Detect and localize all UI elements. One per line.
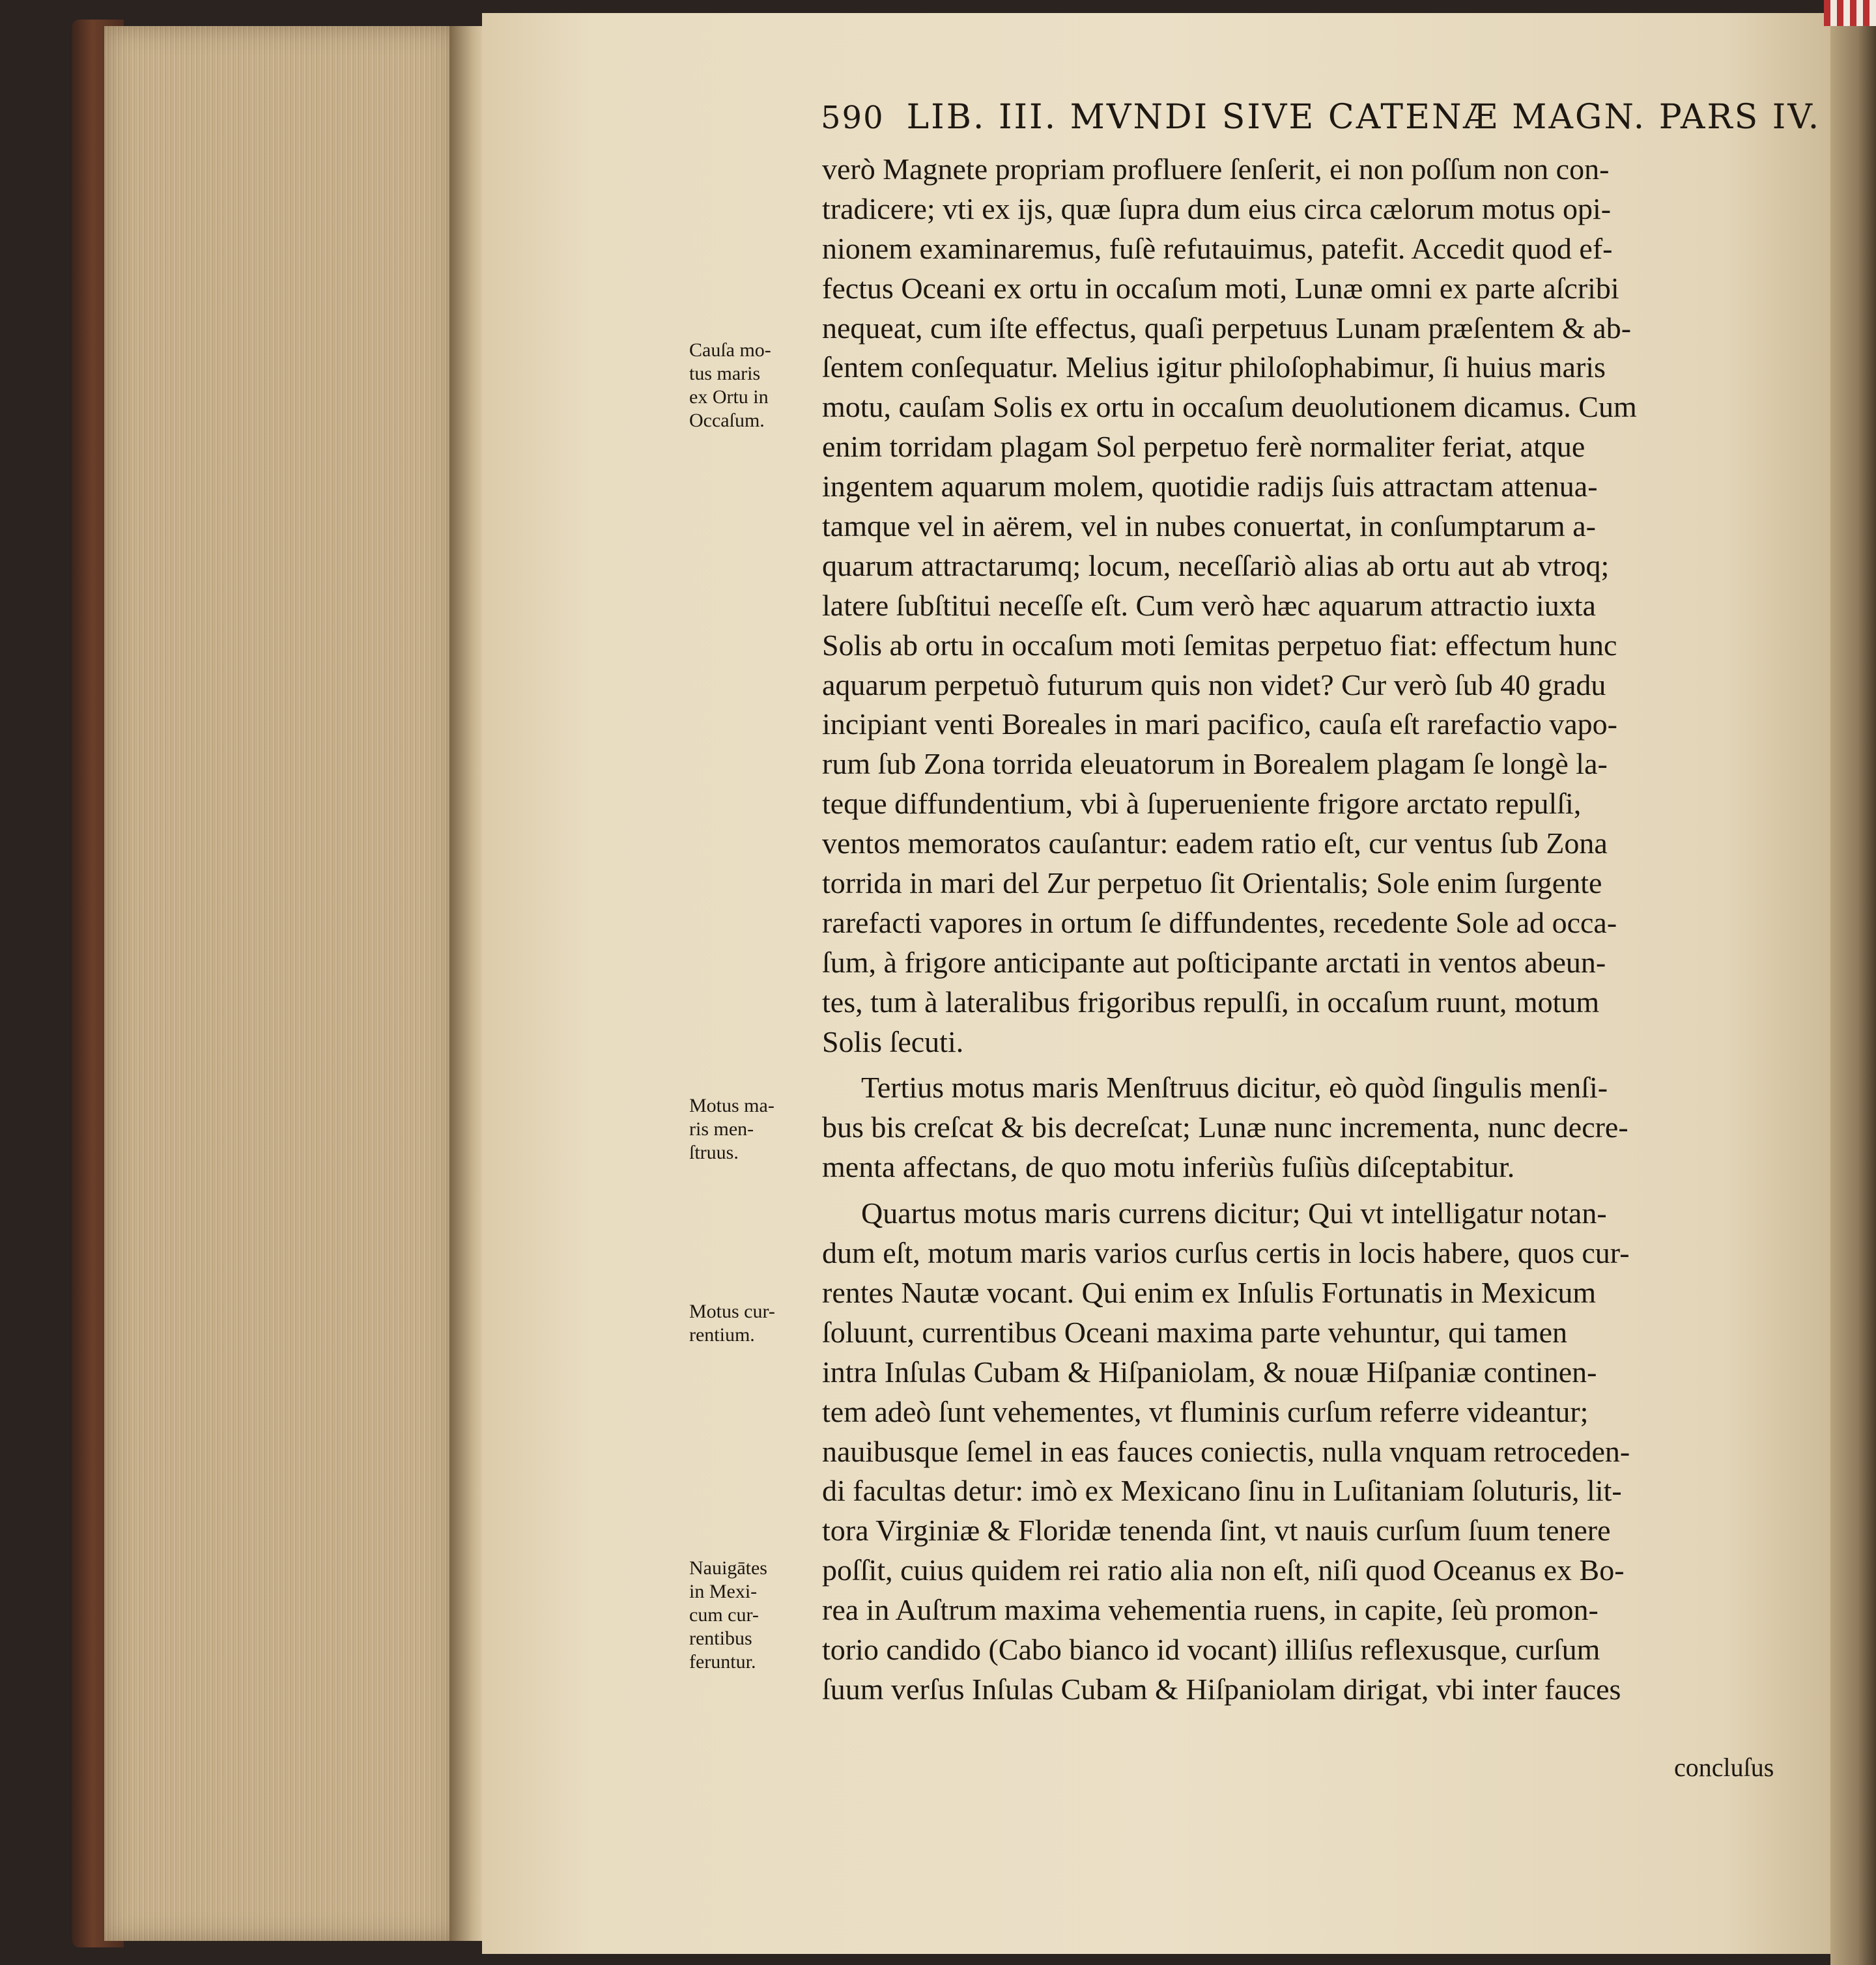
main-text-block (822, 150, 1780, 1710)
margin-note-line: Cauſa mo- (689, 339, 771, 361)
margin-note-line: in Mexi- (689, 1581, 758, 1602)
text-line: ſoluunt, currentibus Oceani maxima parte vehuntur, qui tamen (822, 1315, 1567, 1349)
margin-note-line: feruntur. (689, 1651, 756, 1673)
margin-note-line: Motus ma- (689, 1095, 775, 1116)
text-line: teque diffundentium, vbi à ſuperueniente frigore arctato repulſi, (822, 787, 1582, 821)
text-line: latere ſubſtitui neceſſe eſt. Cum verò hæc aquarum attractio iuxta (822, 588, 1596, 622)
text-line: rentes Nautæ vocant. Qui enim ex Inſulis Fortunatis in Mexicum (822, 1275, 1597, 1309)
margin-note-line: rentibus (689, 1628, 752, 1649)
margin-note-line: ris men- (689, 1118, 754, 1140)
margin-note-line: Nauigātes (689, 1557, 767, 1579)
text-line: tradicere; vti ex ijs, quæ ſupra dum eius circa cælorum motus opi- (822, 191, 1612, 225)
text-line: ſentem conſequatur. Melius igitur philoſophabimur, ſi huius maris (822, 350, 1606, 384)
margin-note (689, 1300, 819, 1347)
text-line: Quartus motus maris currens dicitur; Qui vt intelligatur notan- (861, 1196, 1607, 1230)
text-line: nionem examinaremus, fuſè refutauimus, patefit. Accedit quod ef- (822, 231, 1613, 265)
text-line: menta affectans, de quo motu inferiùs fuſiùs diſceptabitur. (822, 1150, 1515, 1184)
text-line: enim torridam plagam Sol perpetuo ferè normaliter feriat, atque (822, 430, 1585, 464)
text-line: tem adeò ſunt vehementes, vt fluminis curſum referre videantur; (822, 1394, 1589, 1428)
text-line: quarum attractarumq; locum, neceſſariò alias ab ortu aut ab vtroq; (822, 548, 1610, 582)
text-line: tes, tum à lateralibus frigoribus repulſi, in occaſum ruunt, motum (822, 985, 1600, 1019)
text-line: torio candido (Cabo bianco id vocant) illiſus reflexusque, curſum (822, 1632, 1600, 1666)
text-line: ſuum verſus Inſulas Cubam & Hiſpaniolam dirigat, vbi inter fauces (822, 1672, 1621, 1706)
margin-note-line: tus maris (689, 363, 761, 384)
margin-note (689, 1094, 819, 1165)
text-line: ingentem aquarum molem, quotidie radijs ſuis attractam attenua- (822, 470, 1598, 503)
text-line: aquarum perpetuò futurum quis non videt? Cur verò ſub 40 gradu (822, 668, 1606, 701)
page-edges (104, 26, 456, 1941)
running-header (821, 98, 1821, 143)
text-line: rum ſub Zona torrida eleuatorum in Borealem plagam ſe longè la- (822, 747, 1608, 781)
text-line: Solis ab ortu in occaſum moti ſemitas perpetuo fiat: effectum hunc (822, 628, 1617, 662)
facing-page-edge (1830, 0, 1876, 1965)
text-line: tamque vel in aërem, vel in nubes conuertat, in conſumptarum a- (822, 509, 1596, 543)
margin-note (689, 339, 819, 432)
text-line: rarefacti vapores in ortum ſe diffundentes, recedente Sole ad occa- (822, 905, 1617, 939)
margin-note (689, 1557, 819, 1674)
margin-note-line: Motus cur- (689, 1301, 775, 1322)
text-line: dum eſt, motum maris varios curſus certis in locis habere, quos cur- (822, 1236, 1630, 1270)
text-line: ventos memoratos cauſantur: eadem ratio eſt, cur ventus ſub Zona (822, 827, 1608, 860)
margin-note-line: rentium. (689, 1324, 755, 1346)
text-line: torrida in mari del Zur perpetuo ſit Orientalis; Sole enim ſurgente (822, 866, 1602, 900)
paragraph-gap (822, 1187, 1780, 1194)
text-line: incipiant venti Boreales in mari pacifico, cauſa eſt rarefactio vapo- (822, 707, 1617, 741)
text-line: motu, cauſam Solis ex ortu in occaſum deuolutionem dicamus. Cum (822, 390, 1637, 424)
text-line: Solis ſecuti. (822, 1025, 964, 1058)
text-line: ſum, à frigore anticipante aut poſticipante arctati in ventos abeun- (822, 945, 1606, 979)
margin-note-line: Occaſum. (689, 410, 765, 431)
text-line: bus bis creſcat & bis decreſcat; Lunæ nunc incrementa, nunc decre- (822, 1110, 1628, 1144)
paragraph-gap (822, 1062, 1780, 1068)
running-title: LIB. III. MVNDI SIVE CATENÆ MAGN. PARS IV. (906, 98, 1821, 137)
margin-note-line: ſtruus. (689, 1142, 739, 1163)
text-line: rea in Auſtrum maxima vehementia ruens, in capite, ſeù promon- (822, 1593, 1599, 1627)
text-line: intra Inſulas Cubam & Hiſpaniolam, & nouæ Hiſpaniæ continen- (822, 1355, 1597, 1389)
text-line: verò Magnete propriam profluere ſenſerit, ei non poſſum non con- (822, 152, 1610, 186)
text-line: poſſit, cuius quidem rei ratio alia non eſt, niſi quod Oceanus ex Bo- (822, 1553, 1625, 1587)
margin-note-line: ex Ortu in (689, 386, 769, 408)
bookmark-tab (1824, 0, 1876, 26)
text-line: di facultas detur: imò ex Mexicano ſinu in Luſitaniam ſoluturis, lit- (822, 1474, 1622, 1508)
text-line: nequeat, cum iſte effectus, quaſi perpetuus Lunam præſentem & ab- (822, 311, 1632, 345)
catchword: concluſus (1674, 1753, 1774, 1782)
margin-note-line: cum cur- (689, 1604, 759, 1626)
text-line: tora Virginiæ & Floridæ tenenda ſint, vt nauis curſum ſuum tenere (822, 1514, 1611, 1548)
text-line: Tertius motus maris Menſtruus dicitur, eò quòd ſingulis menſi- (861, 1071, 1608, 1105)
text-line: fectus Oceani ex ortu in occaſum moti, Lunæ omni ex parte aſcribi (822, 271, 1619, 305)
text-line: nauibusque ſemel in eas fauces coniectis, nulla vnquam retroceden- (822, 1434, 1630, 1468)
page-number: 590 (821, 100, 885, 136)
